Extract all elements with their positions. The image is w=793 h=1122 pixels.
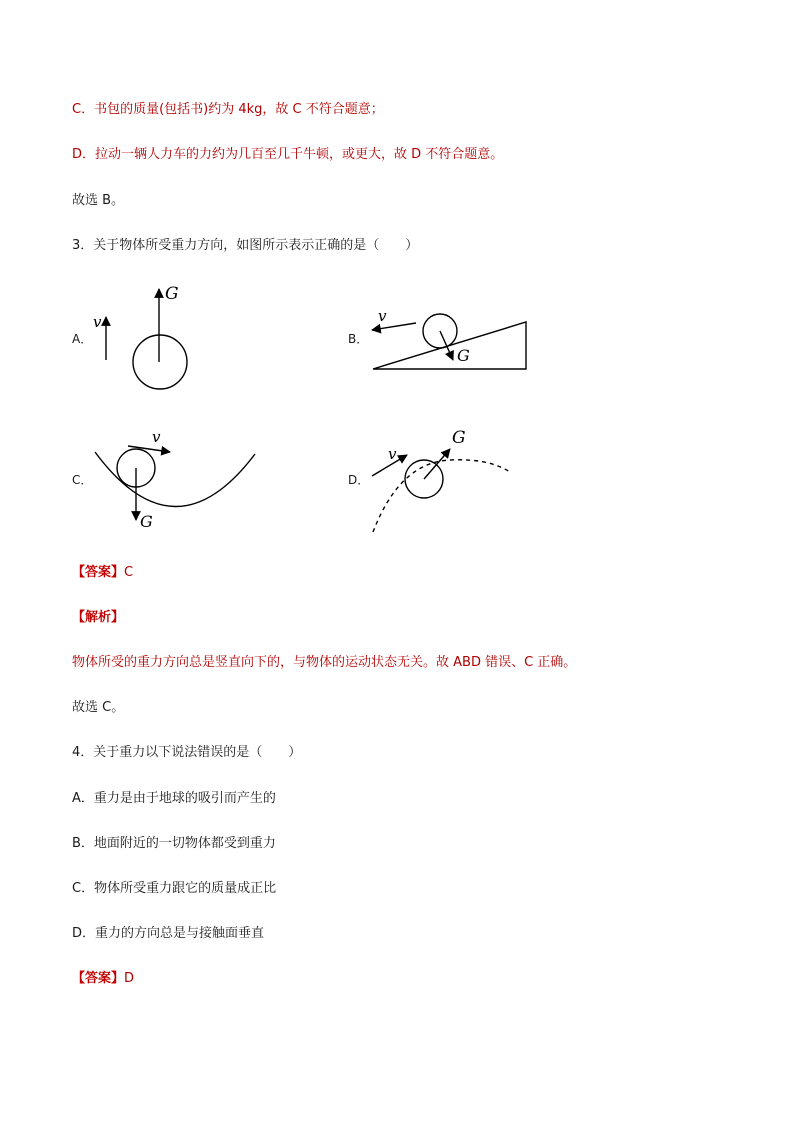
q3-conclusion: 故选 C。 [72, 700, 125, 715]
q4-option-b: B．地面附近的一切物体都受到重力 [72, 836, 276, 851]
gravity-symbol: G [457, 346, 470, 365]
q3-option-c-figure [90, 425, 260, 535]
q3-option-c-label: C． [72, 473, 93, 487]
velocity-symbol: v [93, 313, 102, 331]
answer-value: C [124, 565, 134, 580]
velocity-symbol: v [378, 307, 387, 325]
gravity-symbol: G [140, 512, 153, 531]
prev-option-c: C．书包的质量(包括书)约为 4kg，故 C 不符合题意； [72, 102, 384, 117]
q3-option-a-figure [88, 280, 198, 400]
q3-analysis: 物体所受的重力方向总是竖直向下的，与物体的运动状态无关。故 ABD 错误、C 正确。 [72, 655, 577, 670]
velocity-symbol: v [388, 445, 397, 463]
velocity-symbol: v [152, 428, 161, 446]
q4-option-d: D．重力的方向总是与接触面垂直 [72, 926, 265, 941]
q4-answer [72, 970, 134, 988]
q3-stem: 3．关于物体所受重力方向，如图所示表示正确的是（ ） [72, 238, 419, 253]
q3-option-d-label: D． [348, 473, 370, 487]
gravity-symbol: G [165, 284, 179, 304]
answer-tag: 【答案】 [72, 565, 125, 580]
q3-option-b-figure [360, 300, 540, 380]
q3-option-a-label: A． [72, 332, 93, 346]
q4-stem: 4．关于重力以下说法错误的是（ ） [72, 745, 302, 760]
q3-answer [72, 564, 133, 582]
q3-option-d-figure [365, 422, 515, 537]
q3-option-b-label: B． [348, 332, 369, 346]
gravity-symbol: G [452, 428, 466, 448]
q4-option-a: A．重力是由于地球的吸引而产生的 [72, 791, 276, 806]
q3-analysis-tag: 【解析】 [72, 610, 125, 625]
prev-conclusion: 故选 B。 [72, 193, 125, 208]
q4-option-c: C．物体所受重力跟它的质量成正比 [72, 881, 277, 896]
prev-option-d: D．拉动一辆人力车的力约为几百至几千牛顿，或更大，故 D 不符合题意。 [72, 147, 504, 162]
answer-value: D [124, 971, 135, 986]
ball [133, 335, 187, 389]
answer-tag: 【答案】 [72, 971, 125, 986]
